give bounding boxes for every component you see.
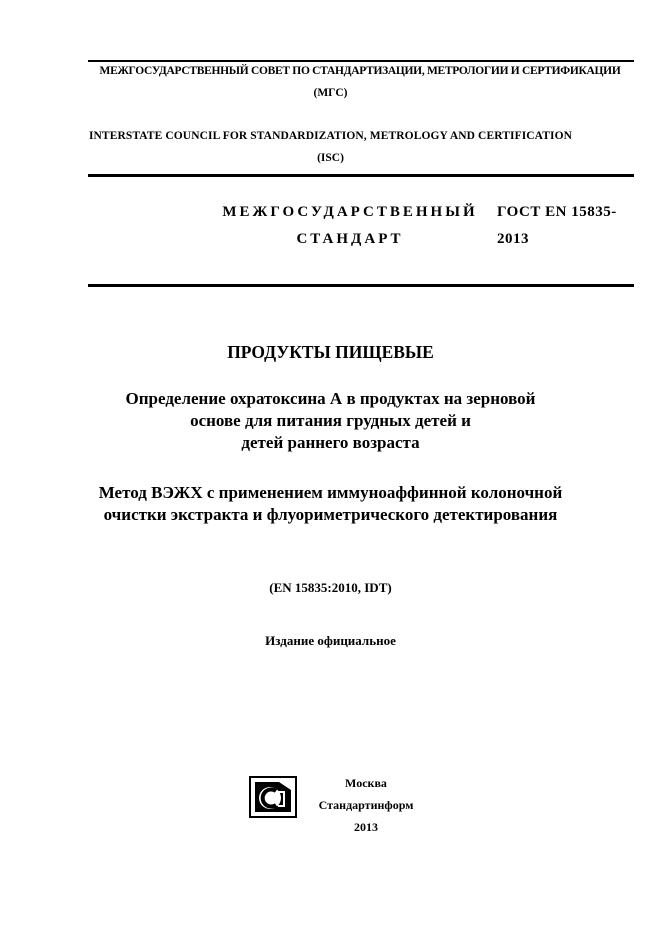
publisher-year: 2013 xyxy=(354,820,378,834)
subtitle-line-3: детей раннего возраста xyxy=(241,433,420,452)
subtitle-line-1: Определение охратоксина А в продуктах на зерновой xyxy=(125,389,536,408)
standard-number-line1: ГОСТ EN 15835- xyxy=(497,204,617,220)
council-abbr-en: (ISC) xyxy=(317,152,344,164)
standartinform-logo-icon xyxy=(249,776,297,818)
publisher-city: Москва xyxy=(345,776,387,790)
method-line-2: очистки экстракта и флуориметрического детектирования xyxy=(103,505,558,524)
header-rule xyxy=(88,174,634,177)
edition-note: Издание официальное xyxy=(265,633,396,648)
council-abbr-ru: (МГС) xyxy=(313,87,348,99)
council-name-en: INTERSTATE COUNCIL FOR STANDARDIZATION, METROLOGY AND CERTIFICATION xyxy=(88,130,573,142)
publisher-name: Стандартинформ xyxy=(318,798,414,812)
standard-rule xyxy=(88,284,634,287)
standard-type-line1: МЕЖГОСУДАРСТВЕННЫЙ xyxy=(222,204,478,220)
subtitle-line-2: основе для питания грудных детей и xyxy=(190,411,471,430)
top-rule xyxy=(88,60,634,62)
standard-type-line2: СТАНДАРТ xyxy=(296,231,404,247)
en-reference: (EN 15835:2010, IDT) xyxy=(269,580,392,595)
council-name-ru: МЕЖГОСУДАРСТВЕННЫЙ СОВЕТ ПО СТАНДАРТИЗАЦИИ, МЕТРОЛОГИИ И СЕРТИФИКАЦИИ xyxy=(99,65,621,77)
method-line-1: Метод ВЭЖХ с применением иммуноаффинной колоночной xyxy=(98,483,563,502)
standard-number-line2: 2013 xyxy=(497,231,529,247)
document-title: ПРОДУКТЫ ПИЩЕВЫЕ xyxy=(227,342,434,362)
